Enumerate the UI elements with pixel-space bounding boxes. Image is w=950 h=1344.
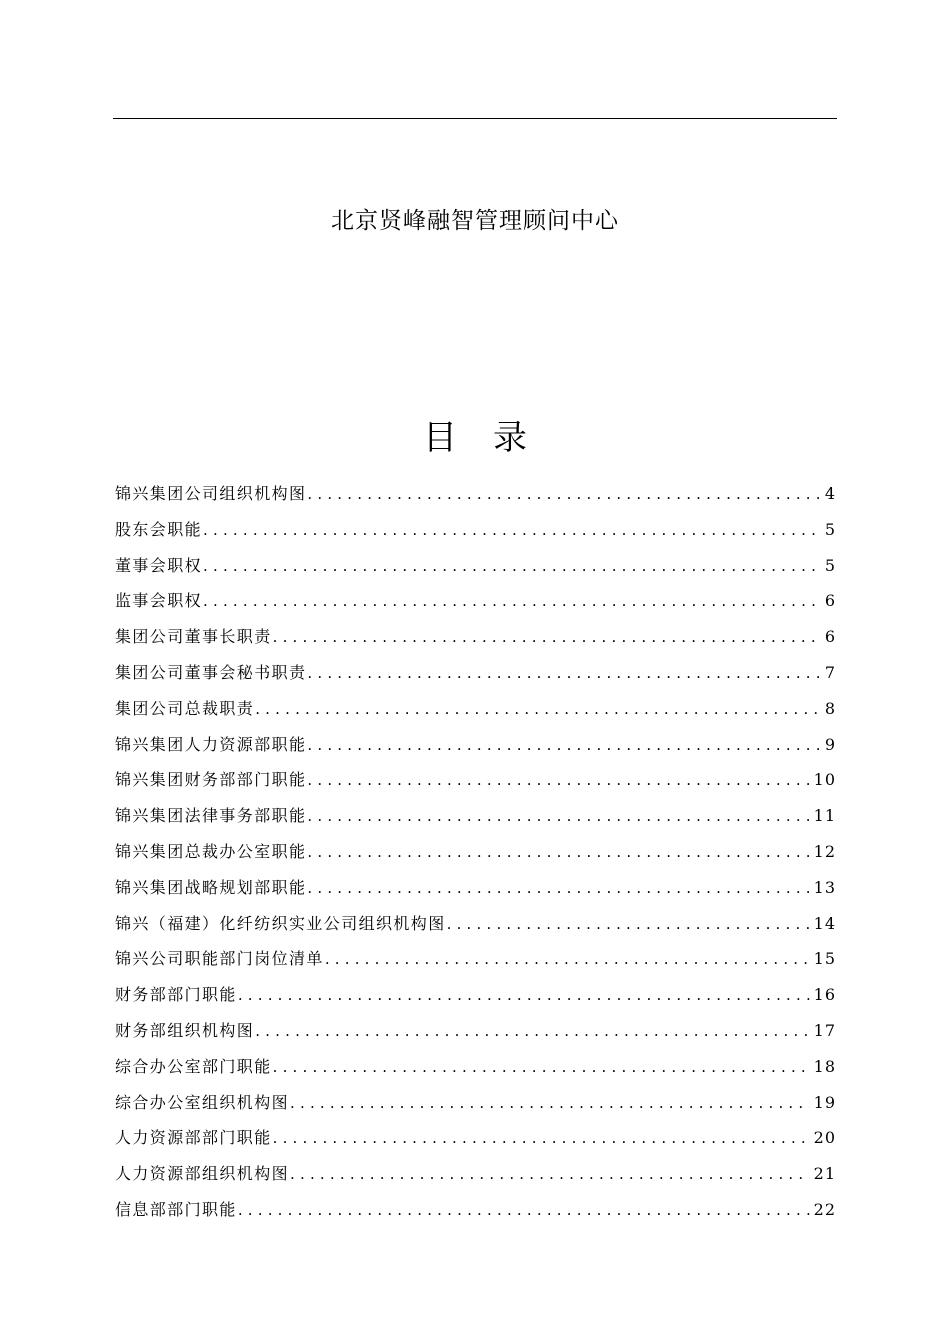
toc-entry-label: 人力资源部部门职能 bbox=[115, 1128, 272, 1148]
toc-entry-page: 15 bbox=[813, 949, 836, 969]
toc-leader-dots bbox=[255, 692, 821, 727]
table-of-contents bbox=[115, 476, 836, 1228]
toc-entry-page: 9 bbox=[824, 734, 836, 754]
header-rule bbox=[113, 118, 837, 119]
toc-entry-label: 锦兴集团公司组织机构图 bbox=[115, 484, 307, 503]
toc-entry-page: 5 bbox=[824, 519, 836, 539]
toc-leader-dots bbox=[307, 799, 809, 834]
toc-entry-page: 19 bbox=[813, 1092, 836, 1112]
toc-entry[interactable] bbox=[115, 941, 836, 977]
toc-entry-label: 股东会职能 bbox=[115, 519, 203, 539]
toc-entry-page: 17 bbox=[813, 1020, 836, 1040]
toc-entry[interactable] bbox=[115, 691, 836, 727]
toc-entry[interactable] bbox=[115, 1192, 836, 1228]
toc-entry[interactable] bbox=[115, 906, 836, 942]
toc-entry[interactable] bbox=[115, 583, 836, 619]
toc-entry[interactable] bbox=[115, 476, 836, 512]
toc-entry-page: 22 bbox=[813, 1199, 836, 1219]
toc-leader-dots bbox=[203, 584, 821, 619]
toc-leader-dots bbox=[203, 513, 821, 548]
toc-entry-label: 财务部部门职能 bbox=[115, 985, 237, 1005]
toc-leader-dots bbox=[307, 656, 820, 691]
toc-entry-page: 21 bbox=[813, 1164, 836, 1184]
toc-entry[interactable] bbox=[115, 548, 836, 584]
toc-entry[interactable] bbox=[115, 1156, 836, 1192]
toc-entry-label: 集团公司董事长职责 bbox=[115, 627, 272, 647]
toc-entry[interactable] bbox=[115, 727, 836, 763]
toc-entry-label: 锦兴（福建）化纤纺织实业公司组织机构图 bbox=[115, 913, 446, 933]
toc-entry-label: 集团公司总裁职责 bbox=[115, 698, 255, 718]
toc-leader-dots bbox=[255, 1014, 809, 1049]
toc-entry-page: 20 bbox=[813, 1128, 836, 1148]
toc-leader-dots bbox=[290, 1086, 810, 1121]
toc-leader-dots bbox=[307, 477, 820, 512]
toc-entry-label: 锦兴集团财务部部门职能 bbox=[115, 770, 307, 790]
toc-entry[interactable] bbox=[115, 655, 836, 691]
toc-entry-page: 4 bbox=[824, 484, 836, 503]
toc-entry[interactable] bbox=[115, 762, 836, 798]
toc-leader-dots bbox=[307, 763, 809, 798]
toc-entry-page: 16 bbox=[813, 985, 836, 1005]
toc-entry[interactable] bbox=[115, 1120, 836, 1156]
toc-entry[interactable] bbox=[115, 1085, 836, 1121]
toc-leader-dots bbox=[325, 942, 810, 977]
toc-entry-page: 10 bbox=[813, 770, 836, 790]
toc-entry-page: 6 bbox=[824, 627, 836, 647]
toc-title: 目录 bbox=[423, 418, 563, 458]
toc-entry-page: 5 bbox=[824, 555, 836, 575]
toc-entry-label: 锦兴集团总裁办公室职能 bbox=[115, 841, 307, 861]
toc-entry-label: 综合办公室组织机构图 bbox=[115, 1092, 290, 1112]
toc-entry-label: 锦兴集团人力资源部职能 bbox=[115, 734, 307, 754]
toc-entry[interactable] bbox=[115, 870, 836, 906]
toc-leader-dots bbox=[307, 728, 820, 763]
toc-entry-page: 8 bbox=[824, 698, 836, 718]
toc-entry-page: 13 bbox=[813, 877, 836, 897]
toc-entry-label: 锦兴集团战略规划部职能 bbox=[115, 877, 307, 897]
toc-leader-dots bbox=[447, 907, 810, 942]
toc-leader-dots bbox=[203, 549, 821, 584]
toc-leader-dots bbox=[273, 620, 821, 655]
toc-entry[interactable] bbox=[115, 619, 836, 655]
toc-entry-label: 锦兴集团法律事务部职能 bbox=[115, 806, 307, 826]
toc-leader-dots bbox=[238, 1193, 810, 1228]
toc-entry[interactable] bbox=[115, 1049, 836, 1085]
toc-leader-dots bbox=[290, 1157, 810, 1192]
toc-entry-label: 人力资源部组织机构图 bbox=[115, 1164, 290, 1184]
toc-entry[interactable] bbox=[115, 834, 836, 870]
toc-entry[interactable] bbox=[115, 1013, 836, 1049]
toc-entry-label: 信息部部门职能 bbox=[115, 1199, 237, 1219]
toc-leader-dots bbox=[273, 1050, 810, 1085]
toc-entry-page: 6 bbox=[824, 591, 836, 611]
toc-entry-label: 综合办公室部门职能 bbox=[115, 1056, 272, 1076]
toc-entry-label: 锦兴公司职能部门岗位清单 bbox=[115, 949, 324, 969]
toc-leader-dots bbox=[307, 871, 809, 906]
organization-name: 北京贤峰融智管理顾问中心 bbox=[331, 208, 619, 234]
toc-entry-label: 集团公司董事会秘书职责 bbox=[115, 662, 307, 682]
toc-entry[interactable] bbox=[115, 977, 836, 1013]
toc-entry-label: 监事会职权 bbox=[115, 591, 203, 611]
toc-entry-page: 14 bbox=[813, 913, 836, 933]
toc-entry-page: 7 bbox=[824, 662, 836, 682]
toc-entry-page: 12 bbox=[813, 841, 836, 861]
toc-leader-dots bbox=[238, 978, 810, 1013]
toc-leader-dots bbox=[307, 835, 809, 870]
toc-entry[interactable] bbox=[115, 512, 836, 548]
toc-entry-page: 18 bbox=[813, 1056, 836, 1076]
toc-entry-page: 11 bbox=[813, 806, 836, 826]
toc-leader-dots bbox=[273, 1121, 810, 1156]
toc-entry-label: 财务部组织机构图 bbox=[115, 1020, 255, 1040]
toc-entry-label: 董事会职权 bbox=[115, 555, 203, 575]
toc-entry[interactable] bbox=[115, 798, 836, 834]
